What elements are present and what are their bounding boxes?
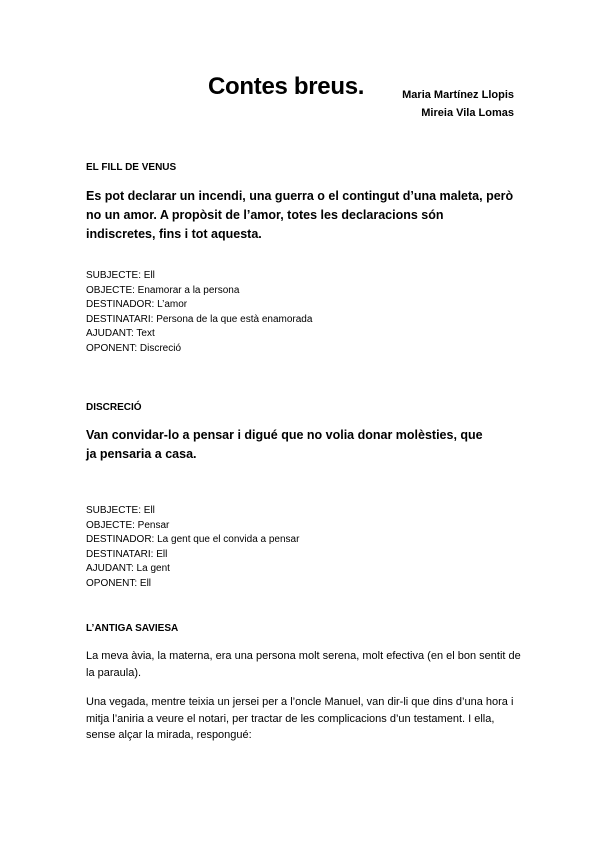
role-item: SUBJECTE: Ell [86,505,155,516]
role-item: AJUDANT: Text [86,328,155,340]
role-item: OBJECTE: Pensar [86,519,170,531]
story-heading-section [86,402,526,413]
story-paragraph-section [86,648,526,681]
story-text-section [86,426,486,464]
story-heading: L’ANTIGA SAVIESA [86,623,179,634]
role-item: DESTINADOR: L’amor [86,299,188,311]
story-heading: EL FILL DE VENUS [86,162,177,173]
story-text: Van convidar-lo a pensar i digué que no volia donar molèsties, que ja pensaria a casa. [86,428,483,461]
role-item: DESTINATARI: Ell [86,548,168,560]
actant-role-list [86,504,526,592]
role-item: OPONENT: Discreció [86,342,182,354]
author-name: Maria Martínez Llopis [402,89,514,101]
role-item: AJUDANT: La gent [86,563,170,575]
role-item: DESTINADOR: La gent que el convida a pensar [86,534,300,546]
author-list [402,86,514,122]
document-title: Contes breus. [208,73,365,100]
role-item: OBJECTE: Enamorar a la persona [86,284,240,296]
story-heading-section [86,623,526,634]
actant-role-list [86,269,526,357]
story-text: Es pot declarar un incendi, una guerra o el contingut d’una maleta, però no un amor. A propòsit de l’amor, totes les declaracions són indiscretes, fins i tot aquesta. [86,189,514,241]
story-heading-section [86,162,526,173]
story-heading: DISCRECIÓ [86,402,142,413]
story-paragraph: La meva àvia, la materna, era una persona molt serena, molt efectiva (en el bon sentit de la paraula). [86,650,521,679]
story-paragraph-section [86,694,526,744]
story-text-section [86,187,516,244]
author-name: Mireia Vila Lomas [421,107,514,119]
role-item: DESTINATARI: Persona de la que està enamorada [86,313,313,325]
role-item: SUBJECTE: Ell [86,270,155,281]
story-paragraph: Una vegada, mentre teixia un jersei per a l’oncle Manuel, van dir-li que dins d’una hora i mitja l’aniria a veure el notari, per tractar de les complicacions d’un testament. I ella, sense alçar la mirada, respongué: [86,696,514,741]
role-item: OPONENT: Ell [86,577,152,589]
